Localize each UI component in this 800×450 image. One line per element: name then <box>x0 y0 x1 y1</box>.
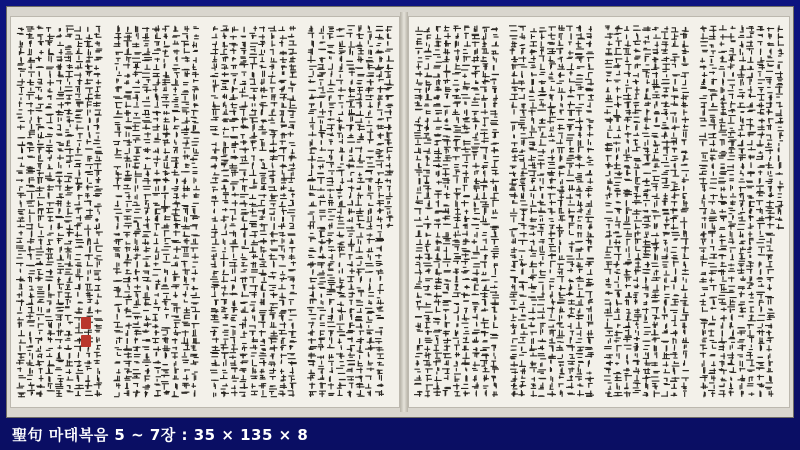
script-column <box>210 23 220 403</box>
script-column <box>566 23 575 403</box>
caption-text: 聖句 마태복음 5 ~ 7장 : 35 × 135 × 8 <box>12 425 309 444</box>
script-column <box>45 23 55 403</box>
script-column <box>132 23 142 403</box>
script-column <box>518 23 527 403</box>
script-column <box>171 23 181 403</box>
script-column <box>35 23 45 403</box>
script-column <box>113 23 123 403</box>
script-column <box>509 23 518 403</box>
script-column <box>461 23 470 403</box>
script-column <box>556 23 565 403</box>
script-column <box>480 23 489 403</box>
script-column <box>708 23 717 403</box>
seal-stamp <box>81 335 91 347</box>
script-column <box>93 23 103 403</box>
script-column <box>585 23 594 403</box>
script-column <box>623 23 632 403</box>
script-column <box>152 23 162 403</box>
script-column <box>161 23 171 403</box>
script-column <box>452 23 461 403</box>
script-column <box>756 23 765 403</box>
script-column <box>26 23 36 403</box>
script-column <box>537 23 546 403</box>
script-column <box>249 23 259 403</box>
script-column <box>547 23 556 403</box>
script-column <box>287 23 297 403</box>
script-column <box>613 23 622 403</box>
script-column <box>268 23 278 403</box>
slide-caption <box>0 418 800 450</box>
script-column <box>346 23 356 403</box>
script-column <box>229 23 239 403</box>
script-column <box>604 23 613 403</box>
script-column <box>55 23 65 403</box>
calligraphy-photo <box>6 6 794 418</box>
script-column <box>490 23 499 403</box>
script-column <box>442 23 451 403</box>
script-column <box>775 23 784 403</box>
script-column <box>123 23 133 403</box>
script-column <box>336 23 346 403</box>
script-column <box>190 23 200 403</box>
script-column <box>670 23 679 403</box>
script-column <box>423 23 432 403</box>
script-column <box>307 23 317 403</box>
script-column <box>414 23 423 403</box>
script-column <box>765 23 774 403</box>
script-column <box>220 23 230 403</box>
scroll-fold <box>400 12 408 412</box>
script-column <box>632 23 641 403</box>
script-column <box>278 23 288 403</box>
script-column <box>375 23 385 403</box>
script-column <box>142 23 152 403</box>
script-column <box>746 23 755 403</box>
script-column <box>737 23 746 403</box>
script-column <box>258 23 268 403</box>
script-column <box>239 23 249 403</box>
script-column <box>471 23 480 403</box>
script-column <box>16 23 26 403</box>
script-column <box>365 23 375 403</box>
script-column <box>642 23 651 403</box>
script-column <box>727 23 736 403</box>
script-column <box>699 23 708 403</box>
script-column <box>718 23 727 403</box>
script-column <box>326 23 336 403</box>
script-column <box>528 23 537 403</box>
script-column <box>384 23 394 403</box>
script-column <box>64 23 74 403</box>
scroll-panel-right <box>408 16 790 408</box>
script-column <box>433 23 442 403</box>
script-column <box>181 23 191 403</box>
script-column <box>680 23 689 403</box>
script-column <box>317 23 327 403</box>
script-column <box>661 23 670 403</box>
script-column <box>651 23 660 403</box>
script-column <box>355 23 365 403</box>
script-column <box>575 23 584 403</box>
seal-stamp <box>81 317 91 329</box>
scroll-panel-left <box>10 16 400 408</box>
